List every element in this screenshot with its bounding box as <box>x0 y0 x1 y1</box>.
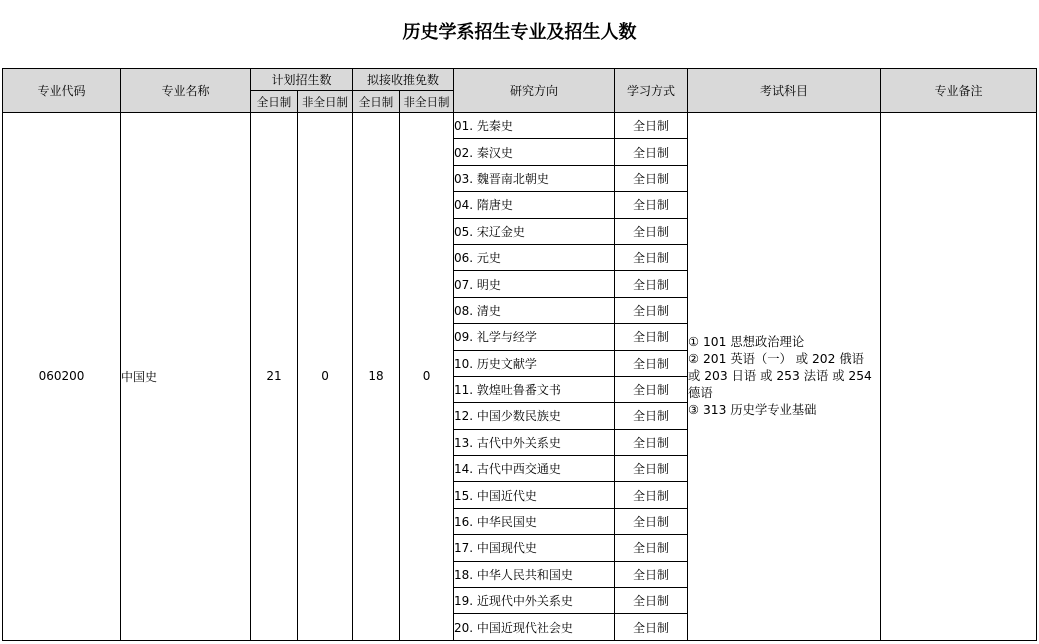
direction-mode: 全日制 <box>615 271 688 297</box>
direction-name: 03. 魏晋南北朝史 <box>454 165 615 191</box>
page-title: 历史学系招生专业及招生人数 <box>402 22 637 43</box>
exempt-fulltime-count: 18 <box>353 113 400 641</box>
header-study-mode: 学习方式 <box>615 69 688 113</box>
header-plan-parttime: 非全日制 <box>298 91 353 113</box>
direction-name: 16. 中华民国史 <box>454 508 615 534</box>
header-direction: 研究方向 <box>454 69 615 113</box>
major-notes <box>881 113 1037 641</box>
direction-mode: 全日制 <box>615 350 688 376</box>
exam-subjects <box>688 113 881 641</box>
direction-name: 05. 宋辽金史 <box>454 218 615 244</box>
direction-name: 01. 先秦史 <box>454 113 615 139</box>
major-code: 060200 <box>3 113 121 641</box>
direction-mode: 全日制 <box>615 324 688 350</box>
direction-name: 17. 中国现代史 <box>454 535 615 561</box>
direction-mode: 全日制 <box>615 429 688 455</box>
direction-mode: 全日制 <box>615 403 688 429</box>
major-name: 中国史 <box>121 113 251 641</box>
direction-mode: 全日制 <box>615 139 688 165</box>
direction-mode: 全日制 <box>615 113 688 139</box>
exempt-parttime-count: 0 <box>400 113 454 641</box>
direction-name: 07. 明史 <box>454 271 615 297</box>
header-plan: 计划招生数 <box>251 69 353 91</box>
direction-mode: 全日制 <box>615 588 688 614</box>
direction-name: 14. 古代中西交通史 <box>454 456 615 482</box>
header-name: 专业名称 <box>121 69 251 113</box>
direction-mode: 全日制 <box>615 297 688 323</box>
direction-name: 15. 中国近代史 <box>454 482 615 508</box>
direction-name: 20. 中国近现代社会史 <box>454 614 615 640</box>
direction-name: 12. 中国少数民族史 <box>454 403 615 429</box>
direction-name: 13. 古代中外关系史 <box>454 429 615 455</box>
direction-name: 09. 礼学与经学 <box>454 324 615 350</box>
direction-name: 19. 近现代中外关系史 <box>454 588 615 614</box>
direction-name: 04. 隋唐史 <box>454 192 615 218</box>
header-exempt: 拟接收推免数 <box>353 69 454 91</box>
header-notes: 专业备注 <box>881 69 1037 113</box>
plan-fulltime-count: 21 <box>251 113 298 641</box>
table-row <box>3 113 1037 139</box>
direction-name: 18. 中华人民共和国史 <box>454 561 615 587</box>
header-exam: 考试科目 <box>688 69 881 113</box>
direction-mode: 全日制 <box>615 535 688 561</box>
direction-mode: 全日制 <box>615 508 688 534</box>
exam-subject-line: ① 101 思想政治理论 <box>688 334 805 349</box>
exam-subject-line: ② 201 英语（一） 或 202 俄语 或 203 日语 或 253 法语 或 254 德语 <box>688 351 872 400</box>
direction-name: 11. 敦煌吐鲁番文书 <box>454 376 615 402</box>
header-exempt-fulltime: 全日制 <box>353 91 400 113</box>
direction-mode: 全日制 <box>615 165 688 191</box>
direction-name: 06. 元史 <box>454 244 615 270</box>
header-exempt-parttime: 非全日制 <box>400 91 454 113</box>
header-plan-fulltime: 全日制 <box>251 91 298 113</box>
direction-mode: 全日制 <box>615 614 688 640</box>
direction-name: 08. 清史 <box>454 297 615 323</box>
direction-mode: 全日制 <box>615 482 688 508</box>
direction-mode: 全日制 <box>615 561 688 587</box>
plan-parttime-count: 0 <box>298 113 353 641</box>
direction-mode: 全日制 <box>615 192 688 218</box>
header-code: 专业代码 <box>3 69 121 113</box>
exam-subject-line: ③ 313 历史学专业基础 <box>688 402 817 417</box>
enrollment-table <box>2 68 1037 641</box>
direction-mode: 全日制 <box>615 376 688 402</box>
direction-mode: 全日制 <box>615 456 688 482</box>
direction-name: 10. 历史文献学 <box>454 350 615 376</box>
direction-name: 02. 秦汉史 <box>454 139 615 165</box>
direction-mode: 全日制 <box>615 218 688 244</box>
direction-mode: 全日制 <box>615 244 688 270</box>
